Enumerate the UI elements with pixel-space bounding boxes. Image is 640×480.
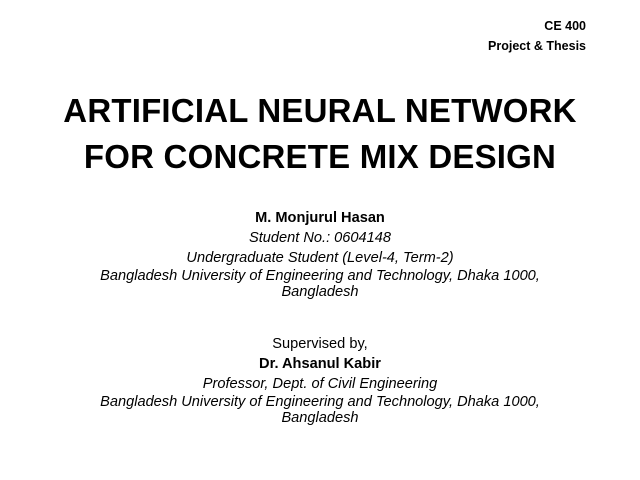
slide-title — [0, 88, 640, 180]
course-code: CE 400 — [544, 19, 586, 33]
course-info — [488, 16, 586, 56]
supervisor-block — [0, 334, 640, 426]
student-number: Student No.: 0604148 — [249, 230, 391, 246]
supervisor-country: Bangladesh — [281, 410, 359, 426]
author-institution: Bangladesh University of Engineering and Technology, Dhaka 1000, — [100, 268, 540, 284]
supervisor-position: Professor, Dept. of Civil Engineering — [202, 376, 438, 392]
author-name: M. Monjurul Hasan — [255, 210, 385, 226]
title-line-2: FOR CONCRETE MIX DESIGN — [83, 138, 557, 175]
supervisor-institution: Bangladesh University of Engineering and Technology, Dhaka 1000, — [100, 394, 540, 410]
author-country: Bangladesh — [281, 284, 359, 300]
author-block — [0, 208, 640, 300]
student-level: Undergraduate Student (Level-4, Term-2) — [186, 250, 454, 266]
supervisor-name: Dr. Ahsanul Kabir — [259, 356, 381, 372]
supervised-by-label: Supervised by, — [272, 336, 368, 352]
course-name: Project & Thesis — [488, 39, 586, 53]
title-line-1: ARTIFICIAL NEURAL NETWORK — [63, 92, 577, 129]
